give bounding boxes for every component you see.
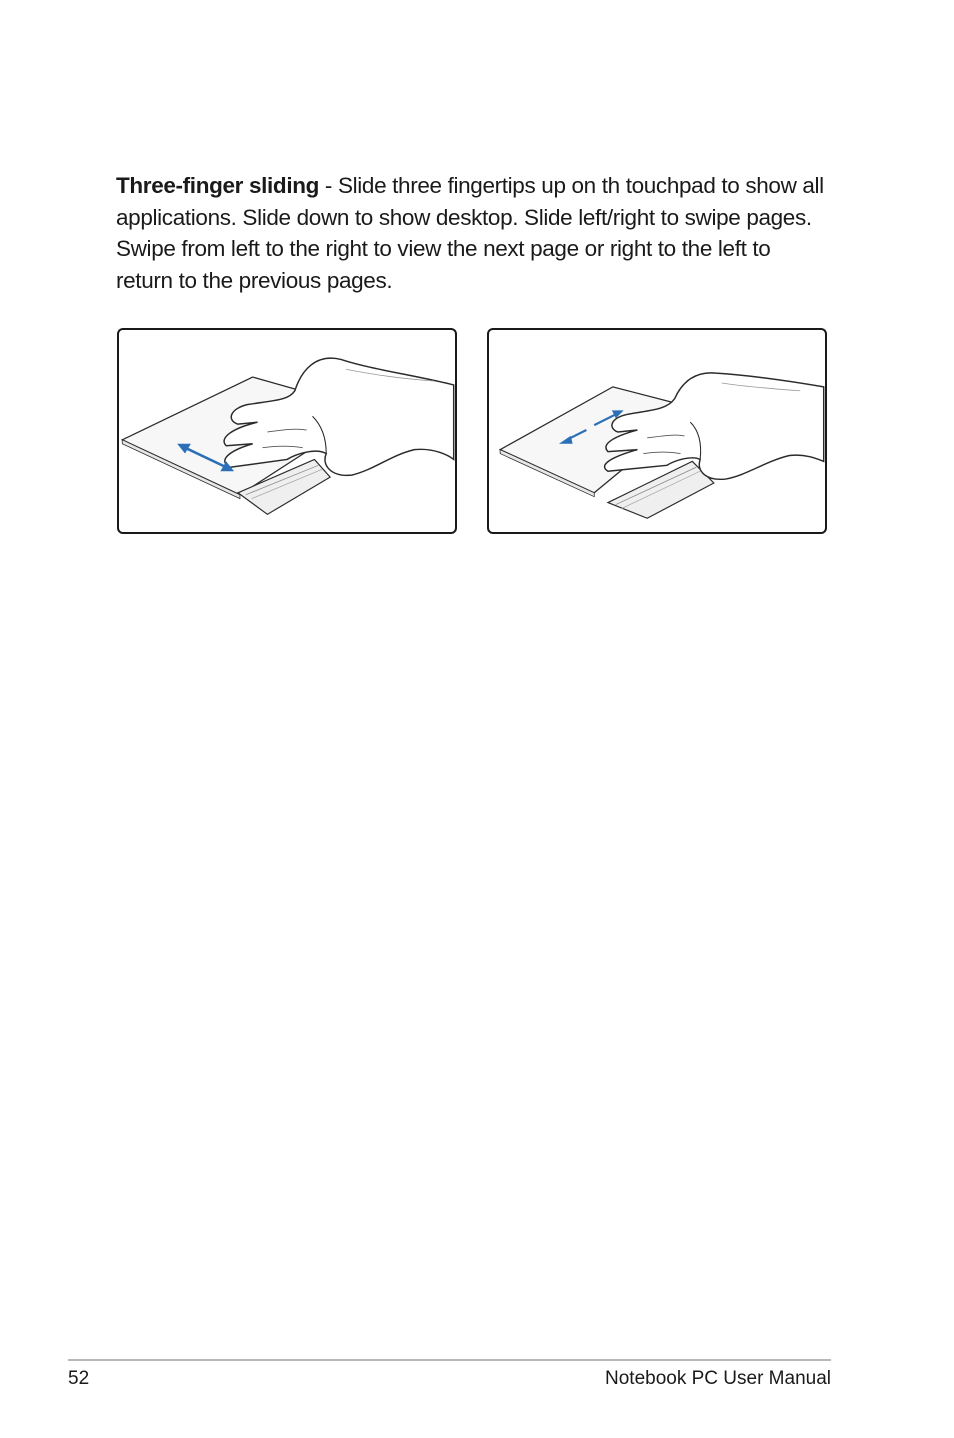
manual-title: Notebook PC User Manual <box>605 1368 831 1389</box>
footer-divider <box>68 1359 831 1361</box>
touchpad-illustration-right <box>487 328 827 534</box>
gesture-description <box>116 170 832 296</box>
gesture-term: Three-finger sliding <box>116 173 320 198</box>
hand-touchpad-drawing <box>489 330 825 532</box>
page-number: 52 <box>68 1368 90 1389</box>
gesture-text: - Slide three fingertips up on th touchpad to show all applications. Slide down to show desktop. Slide left/right to swipe pages. Swipe from left to the right to view the next page or right to the left to return to the previous pages. <box>116 173 824 293</box>
touchpad-illustration-left <box>117 328 457 534</box>
hand-touchpad-drawing <box>119 330 455 532</box>
